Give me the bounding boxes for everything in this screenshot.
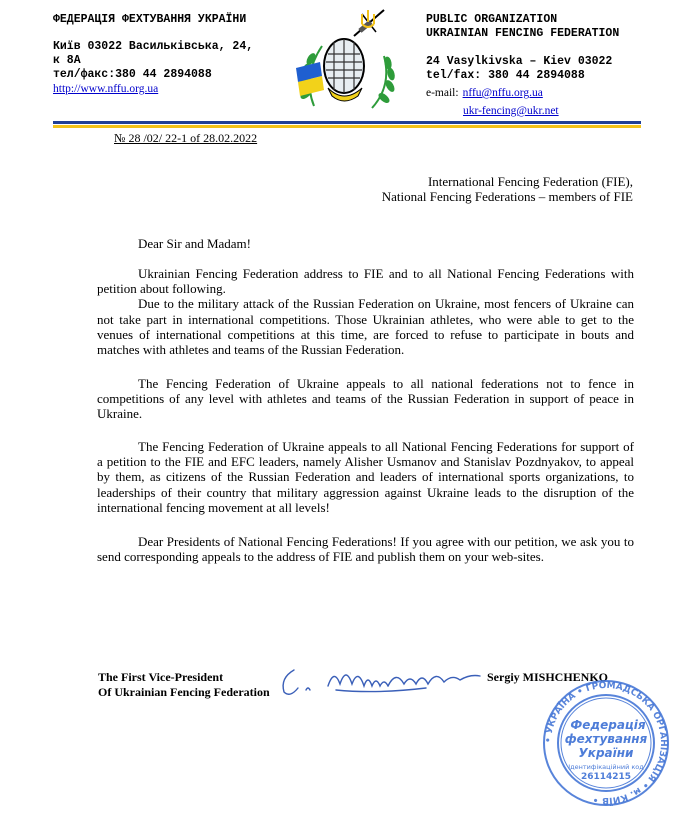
reference-number: № 28 /02/ 22-1 of 28.02.2022 <box>114 131 258 145</box>
body-block-1 <box>97 266 634 357</box>
signatory-title-line1: The First Vice-President <box>98 670 224 684</box>
email-label: e-mail: <box>426 87 459 99</box>
body-block-2 <box>97 376 634 422</box>
signatory-title <box>98 670 270 700</box>
body-block-3 <box>97 439 634 515</box>
body-block-4 <box>97 534 634 564</box>
recipients <box>382 174 633 204</box>
address-ua-line1: Київ 03022 Васильківська, 24, <box>53 40 254 53</box>
org-name-ua: ФЕДЕРАЦІЯ ФЕХТУВАННЯ УКРАЇНИ <box>53 13 247 26</box>
recipient-line2: National Fencing Federations – members of FIE <box>381 189 633 204</box>
recipient-line1: International Fencing Federation (FIE), <box>427 174 633 189</box>
address-ua-line2: к 8А <box>53 54 81 67</box>
header-left <box>53 13 253 95</box>
fencing-mask-laurel-logo-icon <box>292 6 402 118</box>
website-link[interactable]: http://www.nffu.org.ua <box>53 83 159 95</box>
signatory-title-line2: Of Ukrainian Fencing Federation <box>98 685 270 699</box>
stamp-line1: Федерація <box>570 718 646 732</box>
signatory-name: Sergiy MISHCHENKO <box>487 670 609 684</box>
paragraph-5: Dear Presidents of National Fencing Federations! If you agree with our petition, we ask you to send corresponding appeals to the address of FIE and publish them on your web-sites. <box>97 534 634 565</box>
org-line1-en: PUBLIC ORGANIZATION <box>426 13 558 26</box>
email-link-2[interactable]: ukr-fencing@ukr.net <box>463 105 559 117</box>
salutation-text: Dear Sir and Madam! <box>138 236 251 251</box>
stamp-id-label: Ідентифікаційний код <box>568 763 644 771</box>
paragraph-1: Ukrainian Fencing Federation address to FIE and to all National Fencing Federations with petition about following. <box>97 266 634 297</box>
salutation <box>97 236 634 251</box>
phone-en: tel/fax: 380 44 2894088 <box>426 69 585 82</box>
paragraph-3: The Fencing Federation of Ukraine appeals to all national federations not to fence in competitions of any level with athletes and teams of the Russian Federation in support of peace in Ukraine. <box>97 376 634 422</box>
header-rule-blue <box>53 121 641 124</box>
org-line2-en: UKRAINIAN FENCING FEDERATION <box>426 27 620 40</box>
stamp-line2: фехтування <box>564 732 648 746</box>
official-stamp-icon <box>540 677 672 809</box>
handwritten-signature-icon <box>276 660 496 704</box>
paragraph-2: Due to the military attack of the Russian Federation on Ukraine, most fencers of Ukraine can not take part in international competitions. Those Ukrainian athletes, who were able to get to the venues of international competitions at this time, are forced to refuse to participate in bouts and matches with athletes and teams of the Russian Federation. <box>97 296 634 358</box>
email-link-1[interactable]: nffu@nffu.org.ua <box>462 87 543 99</box>
stamp-id-code: 26114215 <box>580 772 632 782</box>
phone-ua: тел/факс:380 44 2894088 <box>53 68 212 81</box>
paragraph-4: The Fencing Federation of Ukraine appeals to all National Fencing Federations for support of a petition to the FIE and EFC leaders, namely Alisher Usmanov and Stanislav Pozdnyakov, to appeal by them, as citizens of the Russian Federation and leaders of international sports organizations, to leaderships of their country that military aggression against Ukraine leads to the disruption of the international fencing movement at all levels! <box>97 439 634 515</box>
header-right <box>426 13 619 119</box>
stamp-ring-text: • УКРАЇНА • ГРОМАДСЬКА ОРГАНІЗАЦІЯ • м. КИЇВ • <box>543 680 669 806</box>
stamp-line3: України <box>578 746 634 760</box>
header-rule-yellow <box>53 125 641 128</box>
address-en: 24 Vasylkivska – Kiev 03022 <box>426 55 613 68</box>
